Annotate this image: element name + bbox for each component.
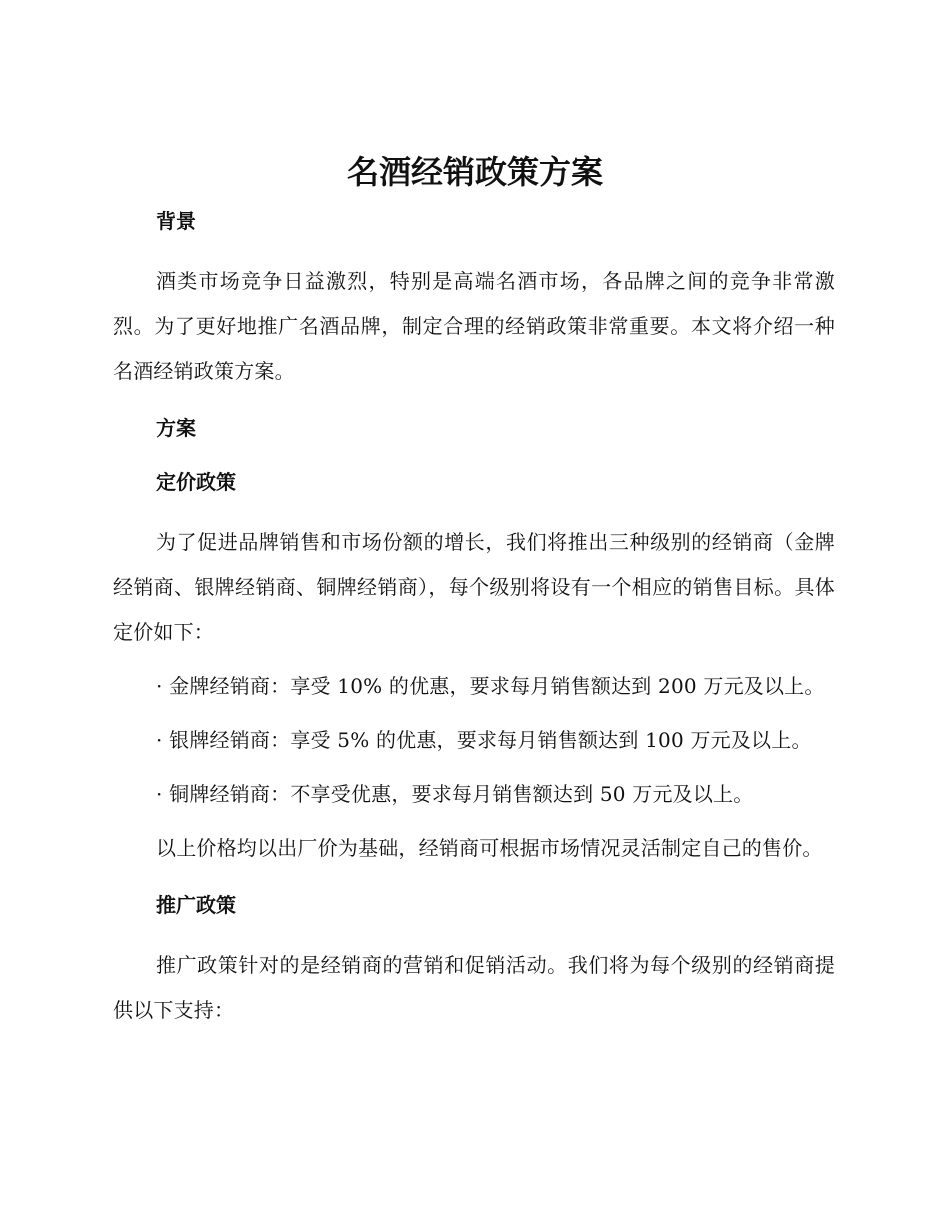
promotion-paragraph: 推广政策针对的是经销商的营销和促销活动。我们将为每个级别的经销商提供以下支持：: [113, 953, 835, 1022]
pricing-item-bronze: · 铜牌经销商：不享受优惠，要求每月销售额达到 50 万元及以上。: [156, 782, 754, 806]
section-heading-plan: 方案: [156, 416, 196, 440]
pricing-note-paragraph: 以上价格均以出厂价为基础，经销商可根据市场情况灵活制定自己的售价。: [156, 836, 823, 860]
pricing-intro-paragraph: 为了促进品牌销售和市场份额的增长，我们将推出三种级别的经销商（金牌经销商、银牌经销商、铜牌经销商），每个级别将设有一个相应的销售目标。具体定价如下：: [113, 530, 835, 644]
section-heading-promotion: 推广政策: [156, 893, 236, 917]
pricing-item-gold: · 金牌经销商：享受 10% 的优惠，要求每月销售额达到 200 万元及以上。: [156, 674, 825, 698]
document-title: 名酒经销政策方案: [346, 153, 603, 191]
document-body: [113, 196, 835, 1033]
background-paragraph: 酒类市场竞争日益激烈，特别是高端名酒市场，各品牌之间的竞争非常激烈。为了更好地推广名酒品牌，制定合理的经销政策非常重要。本文将介绍一种名酒经销政策方案。: [113, 269, 835, 383]
section-heading-background: 背景: [156, 209, 196, 233]
section-heading-pricing: 定价政策: [156, 470, 236, 494]
pricing-item-silver: · 银牌经销商：享受 5% 的优惠，要求每月销售额达到 100 万元及以上。: [156, 728, 812, 752]
